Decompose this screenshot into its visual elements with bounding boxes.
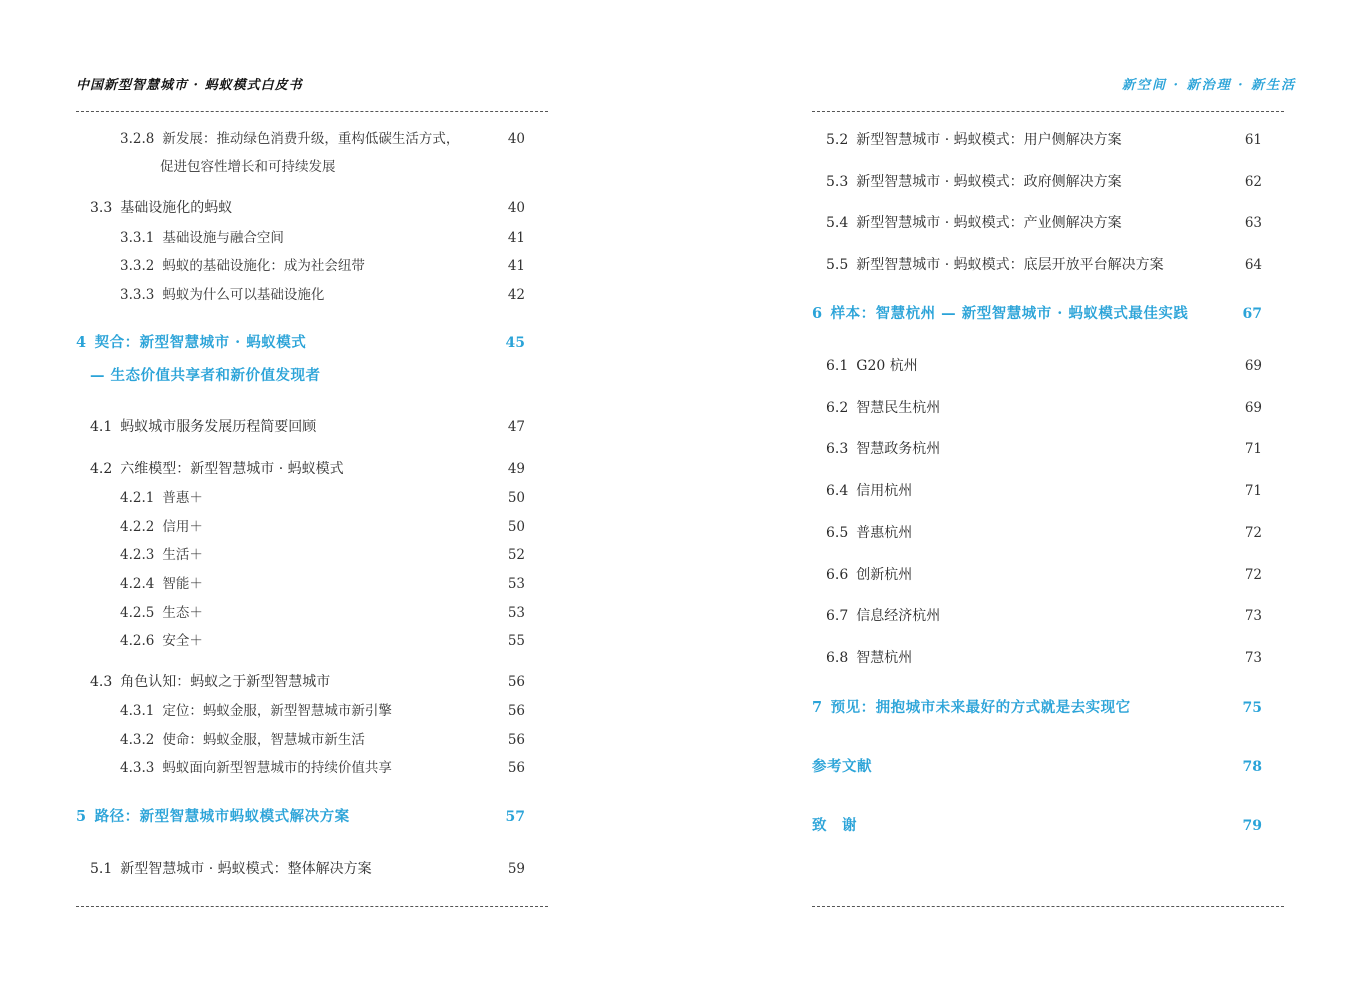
toc-chapter-7[interactable]: 7 预见：拥抱城市未来最好的方式就是去实现它 [812,699,1131,716]
page-number: 53 [507,605,525,621]
toc-entry-6-7[interactable]: 6.7 信息经济杭州 [826,608,941,624]
page-number: 42 [507,287,525,303]
toc-references[interactable]: 参考文献 [812,758,872,775]
toc-chapter-6[interactable]: 6 样本：智慧杭州 — 新型智慧城市 · 蚂蚁模式最佳实践 [812,305,1189,322]
toc-entry-3-3-1[interactable]: 3.3.1 基础设施与融合空间 [120,230,284,246]
page-number: 50 [507,490,525,506]
page-number: 71 [1244,483,1262,499]
page-number: 72 [1244,567,1262,583]
page-number: 73 [1244,608,1262,624]
toc-entry-6-1[interactable]: 6.1 G20 杭州 [826,358,918,374]
toc-entry-5-4[interactable]: 5.4 新型智慧城市 · 蚂蚁模式：产业侧解决方案 [826,215,1122,231]
page-number: 59 [507,861,525,877]
toc-entry-6-2[interactable]: 6.2 智慧民生杭州 [826,400,941,416]
right-page [680,0,1360,982]
page-number: 69 [1244,358,1262,374]
page-number: 63 [1244,215,1262,231]
bottom-rule-left [76,906,548,907]
toc-entry-5-3[interactable]: 5.3 新型智慧城市 · 蚂蚁模式：政府侧解决方案 [826,174,1122,190]
toc-entry-4-2-6[interactable]: 4.2.6 安全＋ [120,633,203,649]
toc-entry-6-6[interactable]: 6.6 创新杭州 [826,567,913,583]
toc-entry-4-2-3[interactable]: 4.2.3 生活＋ [120,547,203,563]
toc-entry-3-3-3[interactable]: 3.3.3 蚂蚁为什么可以基础设施化 [120,287,325,303]
toc-chapter-4-subtitle: — 生态价值共享者和新价值发现者 [90,367,321,384]
page-number: 53 [507,576,525,592]
toc-entry-6-8[interactable]: 6.8 智慧杭州 [826,650,913,666]
top-rule-right [812,111,1284,112]
page-number: 52 [507,547,525,563]
toc-entry-4-3-2[interactable]: 4.3.2 使命：蚂蚁金服，智慧城市新生活 [120,732,365,748]
toc-entry-4-3-3[interactable]: 4.3.3 蚂蚁面向新型智慧城市的持续价值共享 [120,760,392,776]
page-number: 72 [1244,525,1262,541]
toc-entry-6-4[interactable]: 6.4 信用杭州 [826,483,913,499]
toc-entry-5-1[interactable]: 5.1 新型智慧城市 · 蚂蚁模式：整体解决方案 [90,861,372,877]
page-number: 45 [505,335,525,351]
toc-entry-4-2-5[interactable]: 4.2.5 生态＋ [120,605,203,621]
page-number: 56 [507,703,525,719]
bottom-rule-right [812,906,1284,907]
page-number: 55 [507,633,525,649]
running-head-left: 中国新型智慧城市 · 蚂蚁模式白皮书 [76,78,303,93]
page-number: 41 [507,258,525,274]
toc-entry-6-5[interactable]: 6.5 普惠杭州 [826,525,913,541]
toc-entry-3-3-2[interactable]: 3.3.2 蚂蚁的基础设施化：成为社会纽带 [120,258,365,274]
toc-entry-3-2-8-cont: 促进包容性增长和可持续发展 [160,159,336,175]
top-rule-left [76,111,548,112]
page-number: 56 [507,732,525,748]
page-number: 79 [1242,818,1262,834]
toc-entry-4-2[interactable]: 4.2 六维模型：新型智慧城市 · 蚂蚁模式 [90,461,344,477]
toc-entry-4-1[interactable]: 4.1 蚂蚁城市服务发展历程简要回顾 [90,419,317,435]
page-number: 40 [507,131,525,147]
page-number: 41 [507,230,525,246]
toc-entry-4-2-2[interactable]: 4.2.2 信用＋ [120,519,203,535]
page-number: 75 [1242,700,1262,716]
page-number: 69 [1244,400,1262,416]
toc-entry-4-2-4[interactable]: 4.2.4 智能＋ [120,576,203,592]
page-number: 73 [1244,650,1262,666]
page-number: 67 [1242,306,1262,322]
page-number: 64 [1244,257,1262,273]
page-number: 47 [507,419,525,435]
page-number: 40 [507,200,525,216]
toc-chapter-4[interactable]: 4 契合：新型智慧城市 · 蚂蚁模式 [76,334,307,351]
page-number: 61 [1244,132,1262,148]
toc-entry-5-5[interactable]: 5.5 新型智慧城市 · 蚂蚁模式：底层开放平台解决方案 [826,257,1164,273]
toc-chapter-5[interactable]: 5 路径：新型智慧城市蚂蚁模式解决方案 [76,808,350,825]
page-number: 57 [505,809,525,825]
page-number: 71 [1244,441,1262,457]
toc-entry-5-2[interactable]: 5.2 新型智慧城市 · 蚂蚁模式：用户侧解决方案 [826,132,1122,148]
page-number: 49 [507,461,525,477]
page-number: 62 [1244,174,1262,190]
page-number: 56 [507,674,525,690]
page-number: 56 [507,760,525,776]
page-number: 50 [507,519,525,535]
toc-acknowledgements[interactable]: 致 谢 [812,817,857,834]
running-head-right: 新空间 · 新治理 · 新生活 [1122,78,1297,93]
toc-entry-3-3[interactable]: 3.3 基础设施化的蚂蚁 [90,200,233,216]
page-number: 78 [1242,759,1262,775]
toc-entry-4-2-1[interactable]: 4.2.1 普惠＋ [120,490,203,506]
toc-entry-3-2-8[interactable]: 3.2.8 新发展：推动绿色消费升级，重构低碳生活方式， [120,131,460,147]
toc-entry-6-3[interactable]: 6.3 智慧政务杭州 [826,441,941,457]
toc-entry-4-3[interactable]: 4.3 角色认知：蚂蚁之于新型智慧城市 [90,674,331,690]
toc-entry-4-3-1[interactable]: 4.3.1 定位：蚂蚁金服，新型智慧城市新引擎 [120,703,392,719]
